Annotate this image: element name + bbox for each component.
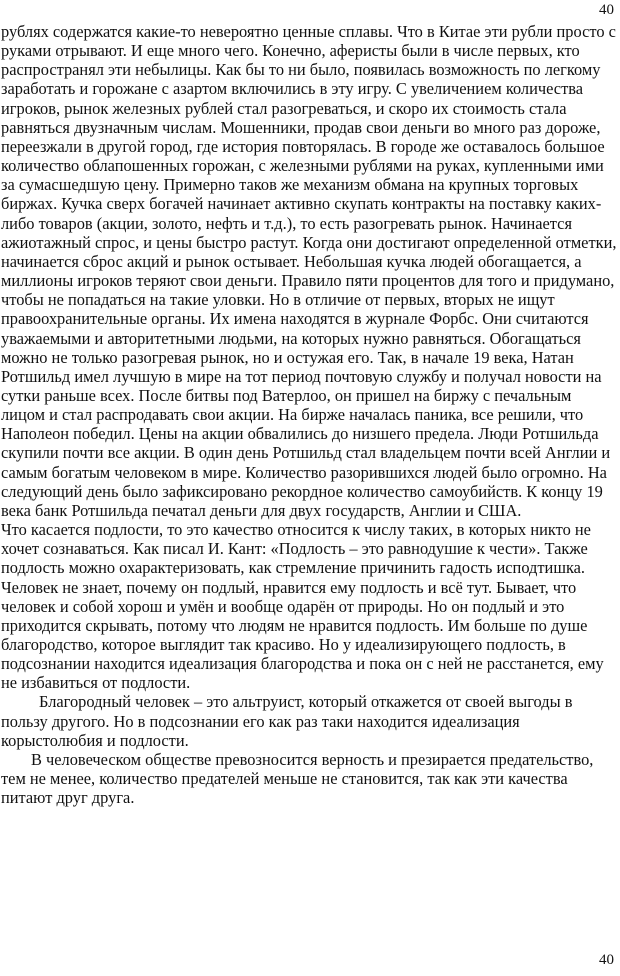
page-number-bottom: 40 (599, 952, 614, 968)
paragraph-noble-person: Благородный человек – это альтруист, который откажется от своей выгоды в пользу другого. Но в подсознании его как раз таки находится идеализация корыстолюбия и подлости. (1, 692, 573, 750)
page-text (1, 22, 617, 807)
paragraph-meanness: Что касается подлости, то это качество относится к числу таких, в которых никто не хочет сознаваться. Как писал И. Кант: «Подлость – это равнодушие к чести». Также подлость можно охарактеризовать, как стремление причинить гадость исподтишка. Человек не знает, почему он подлый, нравится ему подлость и всё тут. Бывает, что человек и собой хорош и умён и вообще одарён от природы. Но он подлый и это приходится скрывать, потому что людям не нравится подлость. Им больше по душе благородство, которое выглядит так красиво. Но у идеализирующего подлость, в подсознании находится идеализация благородства и пока он с ней не расстанется, ему не избавиться от подлости. (1, 520, 604, 693)
paragraph-loyalty: В человеческом обществе превозносится верность и презирается предательство, тем не менее, количество предателей меньше не становится, так как эти качества питают друг друга. (1, 749, 594, 808)
paragraph-rothschild: рублях содержатся какие-то невероятно ценные сплавы. Что в Китае эти рубли просто с руками отрывают. И еще много чего. Конечно, аферисты были в числе первых, кто распространял эти небылицы. Как бы то ни было, появилась возможность по легкому заработать и горожане с азартом включились в эту игру. С увеличением количества игроков, рынок железных рублей стал разогреваться, и скоро их стоимость стала равняться двузначным числам. Мошенники, продав свои деньги во много раз дороже, переезжали в другой город, где история повторялась. В городе же оставалось большое количество облапошенных горожан, с железными рублями на руках, купленными ими за сумасшедшую цену. Примерно таков же механизм обмана на крупных торговых биржах. Кучка сверх богачей начинает активно скупать контракты на поставку каких-либо товаров (акции, золото, нефть и т.д.), то есть разогревать рынок. Начинается ажиотажный спрос, и цены быстро растут. Когда они достигают определенной отметки, начинается сброс акций и рынок остывает. Небольшая кучка людей обогащается, а миллионы игроков теряют свои деньги. Правило пяти процентов для того и придумано, чтобы не попадаться на такие уловки. Но в отличие от первых, вторых не ищут правоохранительные органы. Их имена находятся в журнале Форбс. Они считаются уважаемыми и авторитетными людьми, на которых нужно равняться. Обогащаться можно не только разогревая рынок, но и остужая его. Так, в начале 19 века, Натан Ротшильд имел лучшую в мире на тот период почтовую службу и получал новости на сутки раньше всех. После битвы под Ватерлоо, он пришел на биржу с печальным лицом и стал распродавать свои акции. На бирже началась паника, все решили, что Наполеон победил. Цены на акции обвалились до низшего предела. Люди Ротшильда скупили почти все акции. В один день Ротшильд стал владельцем почти всей Англии и самым богатым человеком в мире. Количество разорившихся людей было огромно. На следующий день было зафиксировано рекордное количество самоубийств. К концу 19 века банк Ротшильда печатал деньги для двух государств, Англии и США. (1, 22, 617, 520)
page-number-top: 40 (599, 2, 614, 18)
